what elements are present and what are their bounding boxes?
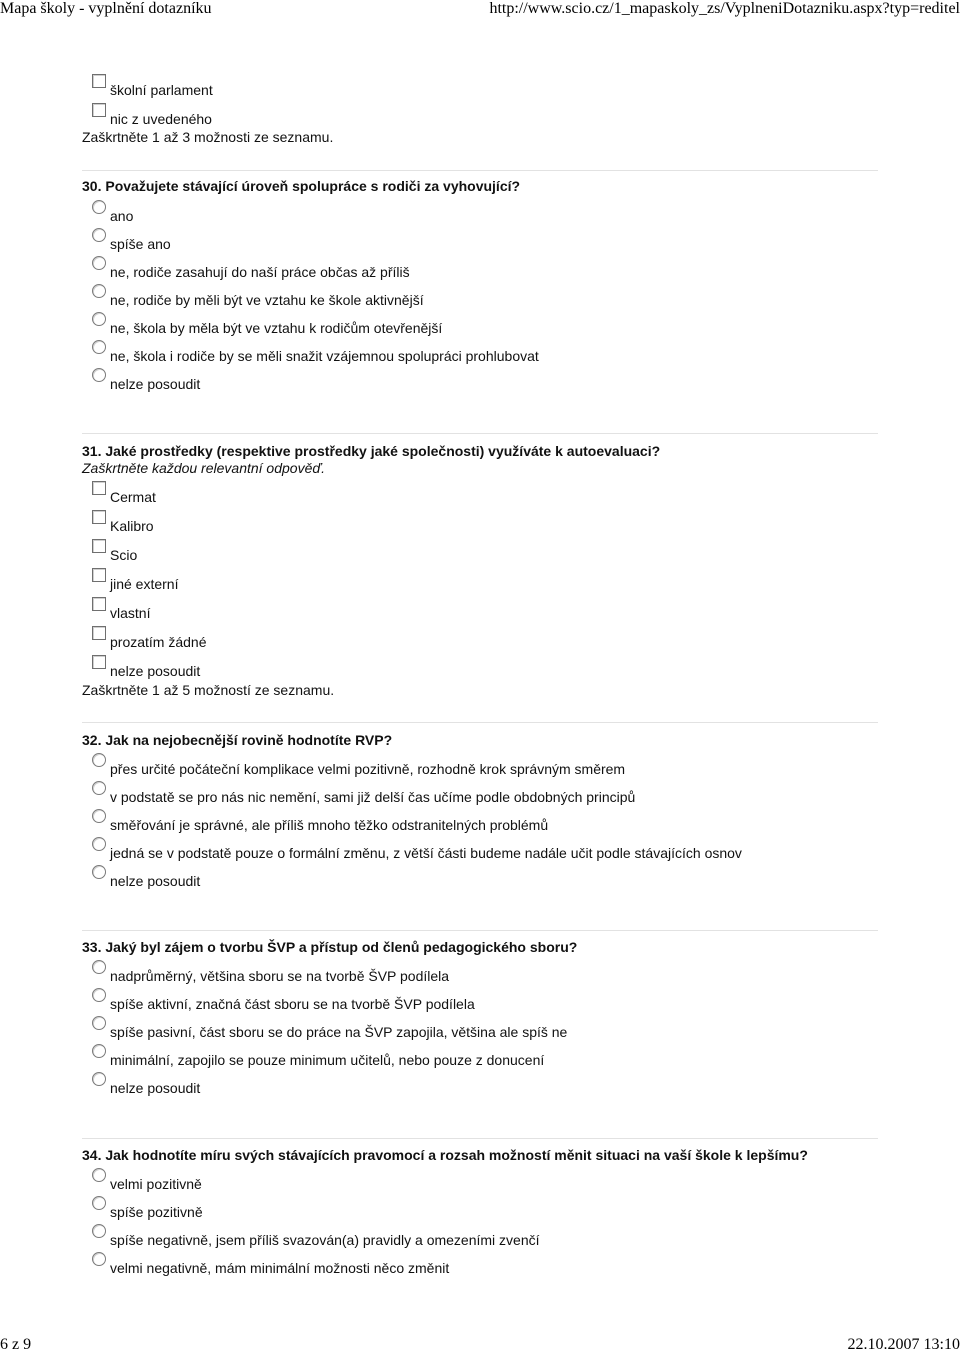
radio-button[interactable] xyxy=(92,256,106,270)
radio-button[interactable] xyxy=(92,284,106,298)
radio-button[interactable] xyxy=(92,1044,106,1058)
option-label: prozatím žádné xyxy=(110,634,207,650)
option-label: ne, rodiče by měli být ve vztahu ke škole aktivnější xyxy=(110,292,424,308)
separator xyxy=(82,930,878,931)
selection-note: Zaškrtněte 1 až 5 možností ze seznamu. xyxy=(82,682,335,698)
option-label: jedná se v podstatě pouze o formální změnu, z větší části budeme nadále učit podle stávajících osnov xyxy=(110,845,742,861)
option-label: nelze posoudit xyxy=(110,663,201,679)
separator xyxy=(82,433,878,434)
radio-button[interactable] xyxy=(92,781,106,795)
option-label: ne, rodiče zasahují do naší práce občas až příliš xyxy=(110,264,410,280)
question-title: 33. Jaký byl zájem o tvorbu ŠVP a přístup od členů pedagogického sboru? xyxy=(82,939,578,955)
radio-button[interactable] xyxy=(92,1072,106,1086)
option-label: nelze posoudit xyxy=(110,1080,201,1096)
radio-button[interactable] xyxy=(92,1016,106,1030)
page-url: http://www.scio.cz/1_mapaskoly_zs/VyplneniDotazniku.aspx?typ=reditel xyxy=(489,0,960,17)
radio-button[interactable] xyxy=(92,200,106,214)
option-label: Cermat xyxy=(110,489,156,505)
checkbox[interactable] xyxy=(92,568,106,582)
radio-button[interactable] xyxy=(92,1168,106,1182)
question-title: 30. Považujete stávající úroveň spolupráce s rodiči za vyhovující? xyxy=(82,178,521,194)
radio-button[interactable] xyxy=(92,837,106,851)
radio-button[interactable] xyxy=(92,368,106,382)
question-title: 31. Jaké prostředky (respektive prostředky jaké společnosti) využíváte k autoevaluaci? xyxy=(82,443,661,459)
radio-button[interactable] xyxy=(92,228,106,242)
radio-button[interactable] xyxy=(92,753,106,767)
checkbox[interactable] xyxy=(92,539,106,553)
option-label: ne, škola i rodiče by se měli snažit vzájemnou spolupráci prohlubovat xyxy=(110,348,539,364)
option-label: nadprůměrný, většina sboru se na tvorbě ŠVP podílela xyxy=(110,968,450,984)
separator xyxy=(82,170,878,171)
checkbox[interactable] xyxy=(92,626,106,640)
question-title: 32. Jak na nejobecnější rovině hodnotíte RVP? xyxy=(82,732,393,748)
radio-button[interactable] xyxy=(92,312,106,326)
option-label: Scio xyxy=(110,547,138,563)
radio-button[interactable] xyxy=(92,340,106,354)
option-label: ne, škola by měla být ve vztahu k rodičům otevřenější xyxy=(110,320,443,336)
option-label: nic z uvedeného xyxy=(110,111,212,127)
radio-button[interactable] xyxy=(92,1196,106,1210)
option-label: přes určité počáteční komplikace velmi pozitivně, rozhodně krok správným směrem xyxy=(110,761,626,777)
option-label: spíše aktivní, značná část sboru se na tvorbě ŠVP podílela xyxy=(110,996,475,1012)
option-label: školní parlament xyxy=(110,82,213,98)
option-label: nelze posoudit xyxy=(110,873,201,889)
checkbox[interactable] xyxy=(92,655,106,669)
radio-button[interactable] xyxy=(92,865,106,879)
radio-button[interactable] xyxy=(92,960,106,974)
option-label: spíše ano xyxy=(110,236,171,252)
print-header xyxy=(0,0,960,20)
option-label: Kalibro xyxy=(110,518,154,534)
option-label: velmi pozitivně xyxy=(110,1176,202,1192)
page-number: 6 z 9 xyxy=(0,1336,32,1353)
separator xyxy=(82,1138,878,1139)
option-label: spíše pasivní, část sboru se do práce na ŠVP zapojila, většina ale spíš ne xyxy=(110,1024,568,1040)
checkbox[interactable] xyxy=(92,510,106,524)
option-label: ano xyxy=(110,208,134,224)
separator xyxy=(82,722,878,723)
option-label: velmi negativně, mám minimální možnosti něco změnit xyxy=(110,1260,450,1276)
radio-button[interactable] xyxy=(92,1224,106,1238)
option-label: jiné externí xyxy=(110,576,179,592)
option-label: směřování je správné, ale příliš mnoho těžko odstranitelných problémů xyxy=(110,817,549,833)
option-label: nelze posoudit xyxy=(110,376,201,392)
selection-note: Zaškrtněte 1 až 3 možnosti ze seznamu. xyxy=(82,129,334,145)
print-datetime: 22.10.2007 13:10 xyxy=(847,1336,960,1353)
option-label: minimální, zapojilo se pouze minimum učitelů, nebo pouze z donucení xyxy=(110,1052,545,1068)
radio-button[interactable] xyxy=(92,1252,106,1266)
option-label: v podstatě se pro nás nic nemění, sami již delší čas učíme podle obdobných principů xyxy=(110,789,636,805)
checkbox[interactable] xyxy=(92,597,106,611)
radio-button[interactable] xyxy=(92,809,106,823)
checkbox[interactable] xyxy=(92,74,106,88)
radio-button[interactable] xyxy=(92,988,106,1002)
option-label: spíše negativně, jsem příliš svazován(a) pravidly a omezeními zvenčí xyxy=(110,1232,540,1248)
question-hint: Zaškrtněte každou relevantní odpověď. xyxy=(82,460,326,476)
question-title: 34. Jak hodnotíte míru svých stávajících pravomocí a rozsah možností měnit situaci na vaší škole k lepšímu? xyxy=(82,1147,808,1163)
print-footer xyxy=(0,1336,960,1356)
checkbox[interactable] xyxy=(92,481,106,495)
option-label: spíše pozitivně xyxy=(110,1204,203,1220)
page-title: Mapa školy - vyplnění dotazníku xyxy=(0,0,212,17)
option-label: vlastní xyxy=(110,605,151,621)
checkbox[interactable] xyxy=(92,103,106,117)
